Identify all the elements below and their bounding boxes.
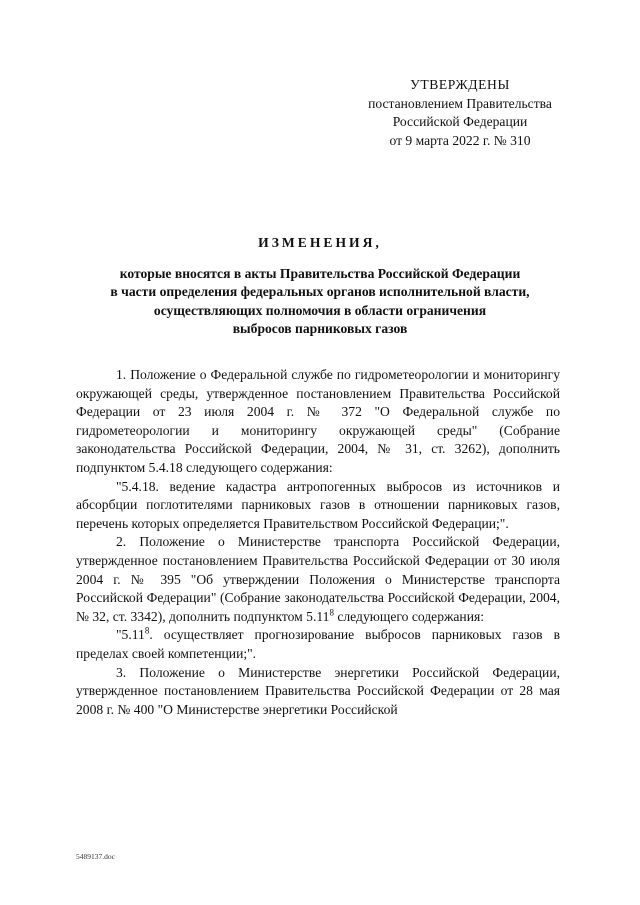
paragraph-3-text: 2. Положение о Министерстве транспорта Российской Федерации, утвержденное постановлением Правительства Российской Федерации от 30 июля 2004 г. № 395 "Об утверждении Положения о Министерстве транспорта Российской Федерации" (Собрание законодательства Российской Федерации, 2004, № 32, ст. 3342), дополнить подпунктом 5.11: [76, 534, 560, 624]
approval-block: [340, 76, 580, 150]
document-body: [76, 366, 560, 719]
approval-line-1: постановлением Правительства: [368, 95, 552, 111]
paragraph-5: 3. Положение о Министерстве энергетики Российской Федерации, утвержденное постановлением Правительства Российской Федерации от 28 мая 2008 г. № 400 "О Министерстве энергетики Российской: [76, 664, 560, 717]
paragraph-3: [76, 533, 560, 626]
approval-line-3: от 9 марта 2022 г. № 310: [389, 132, 531, 148]
approval-title: УТВЕРЖДЕНЫ: [410, 77, 510, 92]
paragraph-4-end: . осуществляет прогнозирование выбросов парниковых газов в пределах своей компетенции;".: [76, 627, 560, 661]
heading-line-2: в части определения федеральных органов исполнительной власти,: [110, 284, 530, 299]
paragraph-4: [76, 626, 560, 663]
heading-line-4: выбросов парниковых газов: [232, 321, 408, 336]
document-footer-id: 5489137.doc: [76, 852, 115, 861]
approval-line-2: Российской Федерации: [392, 114, 528, 129]
paragraph-4-superscript: 8: [144, 625, 150, 636]
paragraph-4-text: "5.11: [116, 627, 145, 643]
document-heading: [76, 234, 564, 339]
document-title: ИЗМЕНЕНИЯ,: [258, 235, 382, 250]
heading-line-1: которые вносятся в акты Правительства Российской Федерации: [119, 265, 521, 281]
paragraph-1: 1. Положение о Федеральной службе по гидрометеорологии и мониторингу окружающей среды, утвержденное постановлением Правительства Российской Федерации от 23 июля 2004 г. № 372 "О Федеральной службе по гидрометеорологии и мониторингу окружающей среды" (Собрание законодательства Российской Федерации, 2004, № 31, ст. 3262), дополнить подпунктом 5.4.18 следующего содержания:: [76, 367, 560, 475]
paragraph-3-end: следующего содержания:: [333, 608, 485, 624]
paragraph-3-superscript: 8: [329, 607, 334, 618]
heading-line-3: осуществляющих полномочия в области ограничения: [153, 302, 487, 318]
paragraph-2: "5.4.18. ведение кадастра антропогенных выбросов из источников и абсорбции поглотителями парниковых газов в отношении парниковых газов, перечень которых определяется Правительством Российской Федерации;".: [76, 478, 560, 531]
